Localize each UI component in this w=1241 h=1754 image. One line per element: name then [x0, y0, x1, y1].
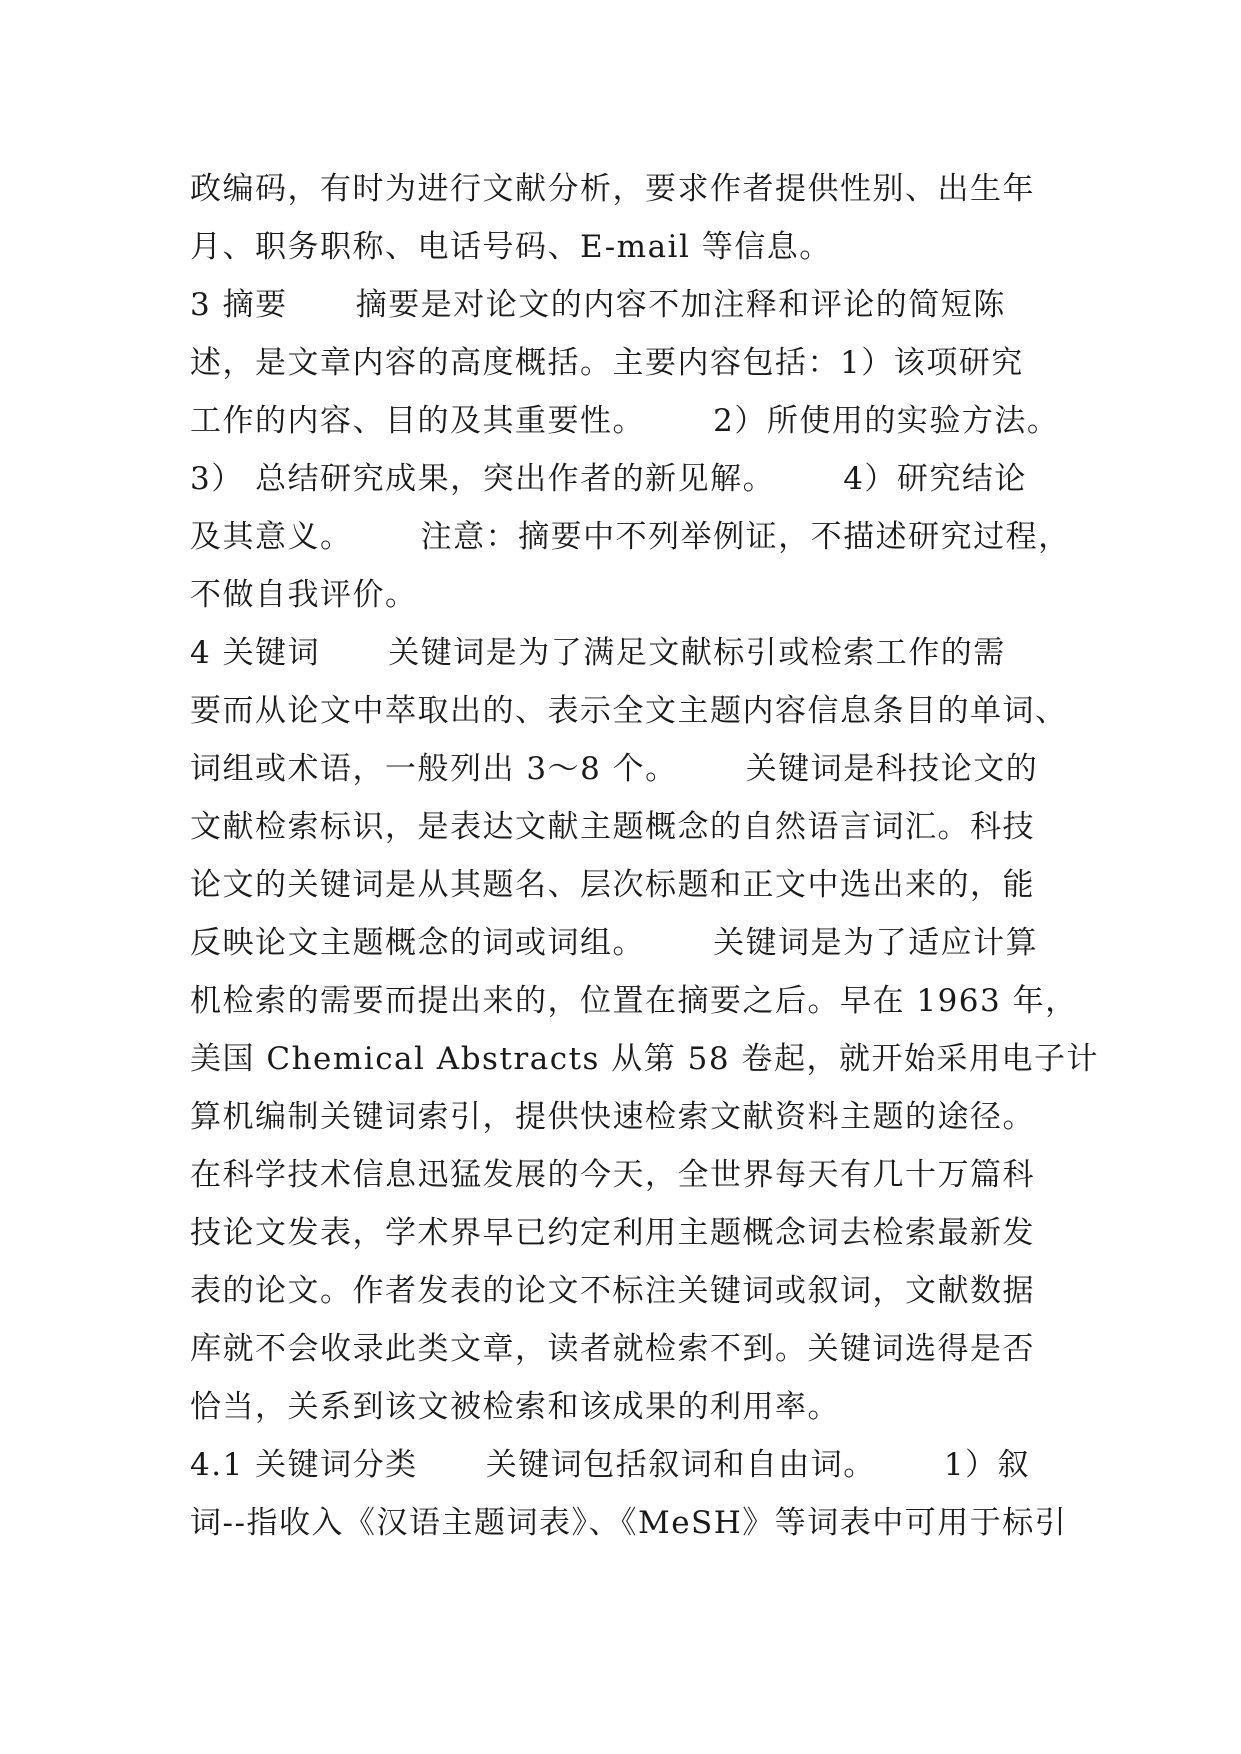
text-line: 反映论文主题概念的词或词组。 关键词是为了适应计算 — [190, 925, 1039, 961]
text-line: 工作的内容、目的及其重要性。 2）所使用的实验方法。 — [190, 403, 1060, 439]
text-line: 库就不会收录此类文章，读者就检索不到。关键词选得是否 — [190, 1331, 1035, 1367]
text-line: 在科学技术信息迅猛发展的今天，全世界每天有几十万篇科 — [190, 1157, 1035, 1193]
text-line: 机检索的需要而提出来的，位置在摘要之后。早在 1963 年， — [190, 983, 1078, 1019]
text-line: 4.1 关键词分类 关键词包括叙词和自由词。 1）叙 — [190, 1447, 1031, 1483]
text-line: 技论文发表，学术界早已约定利用主题概念词去检索最新发 — [190, 1215, 1035, 1251]
text-line: 及其意义。 注意：摘要中不列举例证，不描述研究过程， — [190, 519, 1071, 555]
text-line: 3） 总结研究成果，突出作者的新见解。 4）研究结论 — [190, 461, 1027, 497]
text-line: 不做自我评价。 — [190, 577, 418, 613]
text-line: 3 摘要 摘要是对论文的内容不加注释和评论的简短陈 — [190, 287, 1006, 323]
text-line: 表的论文。作者发表的论文不标注关键词或叙词，文献数据 — [190, 1273, 1035, 1309]
text-line: 要而从论文中萃取出的、表示全文主题内容信息条目的单词、 — [190, 693, 1068, 729]
text-line: 词组或术语，一般列出 3～8 个。 关键词是科技论文的 — [190, 751, 1039, 787]
text-line: 美国 Chemical Abstracts 从第 58 卷起，就开始采用电子计 — [190, 1041, 1099, 1077]
text-line: 政编码，有时为进行文献分析，要求作者提供性别、出生年 — [190, 171, 1035, 207]
text-line: 月、职务职称、电话号码、E-mail 等信息。 — [190, 229, 832, 265]
body-text — [190, 160, 1099, 1552]
text-line: 恰当，关系到该文被检索和该成果的利用率。 — [190, 1389, 840, 1425]
text-line: 4 关键词 关键词是为了满足文献标引或检索工作的需 — [190, 635, 1006, 671]
text-line: 述，是文章内容的高度概括。主要内容包括：1）该项研究 — [190, 345, 1024, 381]
text-line: 论文的关键词是从其题名、层次标题和正文中选出来的，能 — [190, 867, 1035, 903]
text-line: 文献检索标识，是表达文献主题概念的自然语言词汇。科技 — [190, 809, 1035, 845]
text-line: 算机编制关键词索引，提供快速检索文献资料主题的途径。 — [190, 1099, 1035, 1135]
text-line: 词--指收入《汉语主题词表》、《MeSH》等词表中可用于标引 — [190, 1505, 1068, 1541]
